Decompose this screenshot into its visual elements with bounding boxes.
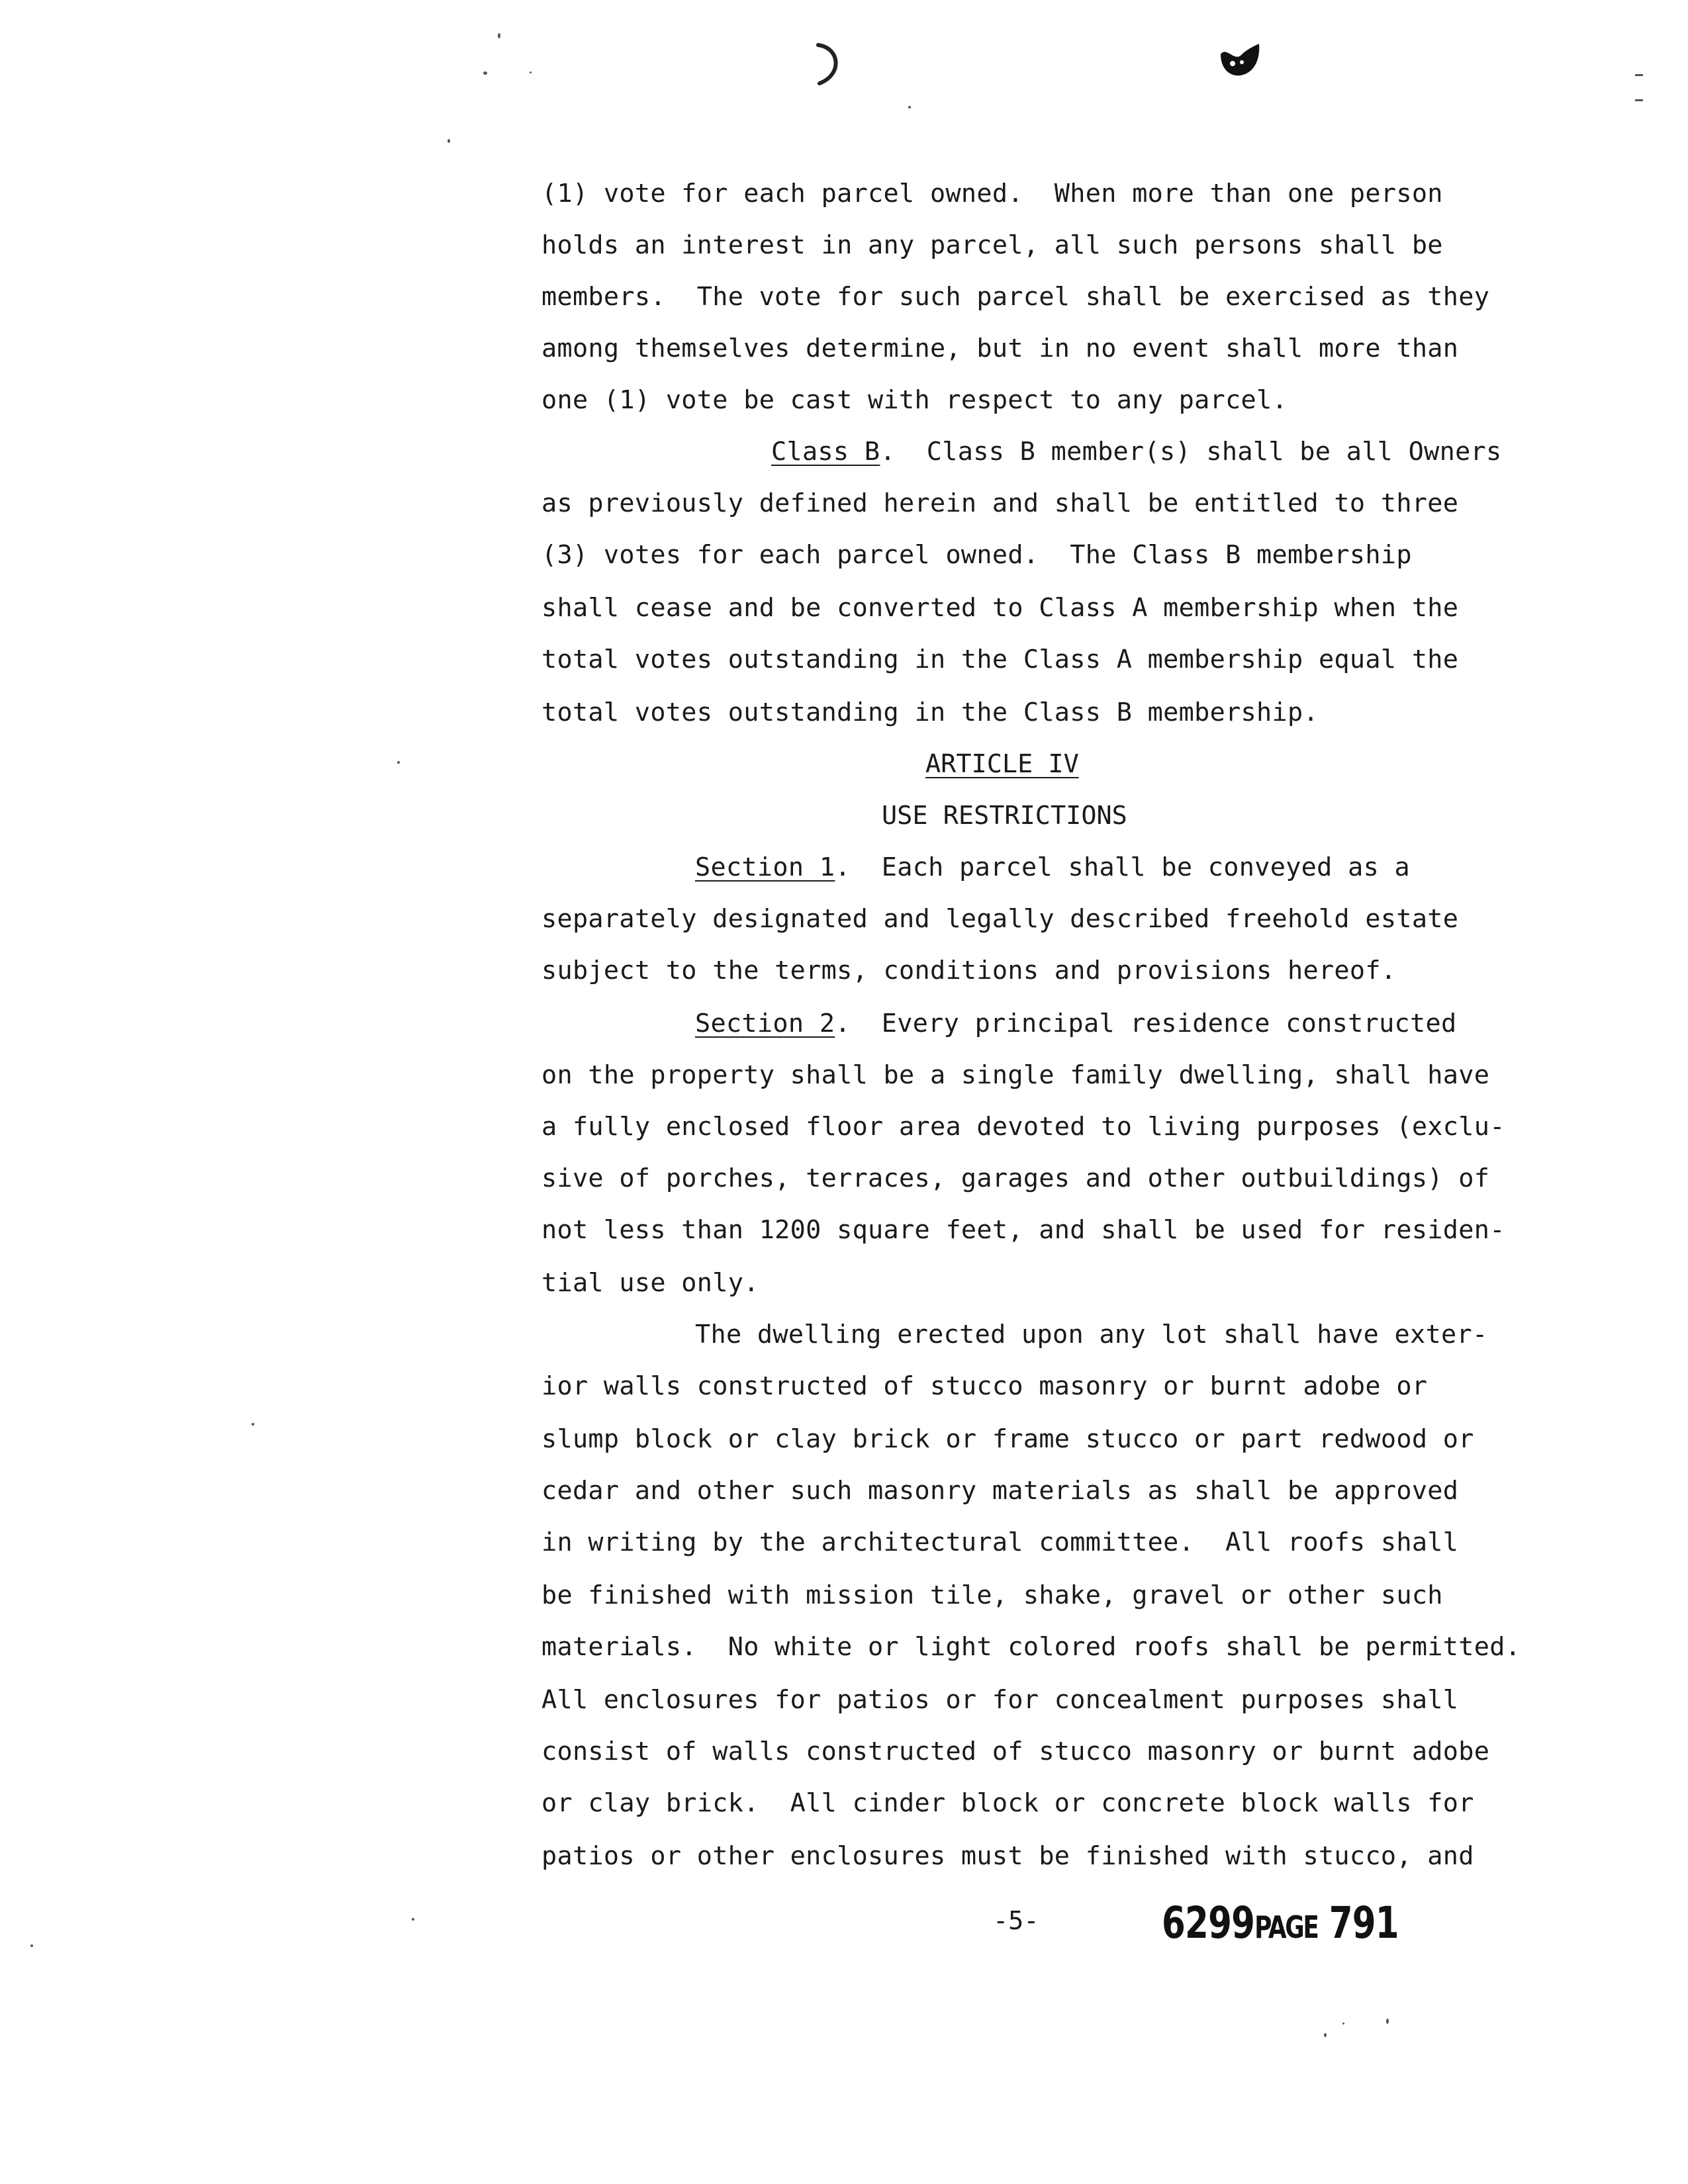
body-line: shall cease and be converted to Class A membership when the (541, 593, 1459, 623)
scan-speck (1324, 2033, 1327, 2037)
body-line: patios or other enclosures must be finished with stucco, and (541, 1841, 1474, 1871)
article-number: ARTICLE IV (925, 749, 1079, 779)
scan-speck (530, 71, 532, 73)
book-number: 6299 (1162, 1897, 1255, 1948)
body-line: consist of walls constructed of stucco masonry or burnt adobe (541, 1737, 1490, 1766)
page-number: -5- (993, 1906, 1039, 1936)
article-title: USE RESTRICTIONS (882, 801, 1127, 831)
scan-speck (1635, 74, 1643, 76)
body-line: holds an interest in any parcel, all such persons shall be (541, 230, 1443, 260)
body-line: tial use only. (541, 1268, 759, 1298)
punch-hole-mark (813, 41, 846, 87)
body-line: subject to the terms, conditions and provisions hereof. (541, 956, 1397, 985)
scan-speck (1342, 2023, 1344, 2025)
body-line: in writing by the architectural committee. All roofs shall (541, 1527, 1459, 1557)
body-line: slump block or clay brick or frame stucco or part redwood or (541, 1424, 1474, 1454)
scan-speck (30, 1944, 33, 1947)
body-line: not less than 1200 square feet, and shall be used for residen- (541, 1215, 1505, 1245)
scan-speck (908, 106, 911, 109)
scan-speck (1386, 2019, 1389, 2024)
scan-speck (483, 71, 487, 75)
body-line: ior walls constructed of stucco masonry or burnt adobe or (541, 1371, 1428, 1401)
class-b-heading: Class B (771, 437, 880, 467)
body-line: or clay brick. All cinder block or concrete block walls for (541, 1788, 1474, 1818)
class-b-heading-text: . Class B member(s) shall be all Owners (880, 437, 1502, 467)
body-line: a fully enclosed floor area devoted to living purposes (exclu- (541, 1112, 1505, 1142)
body-line: materials. No white or light colored roofs shall be permitted. (541, 1632, 1521, 1662)
body-line: as previously defined herein and shall be entitled to three (541, 488, 1459, 518)
section-2-heading-text: . Every principal residence constructed (835, 1009, 1457, 1038)
body-line: The dwelling erected upon any lot shall have exter- (695, 1320, 1488, 1349)
body-line: (3) votes for each parcel owned. The Class B membership (541, 540, 1412, 570)
body-line: cedar and other such masonry materials as shall be approved (541, 1476, 1459, 1506)
body-line: sive of porches, terraces, garages and other outbuildings) of (541, 1163, 1490, 1193)
scan-speck (252, 1423, 254, 1426)
section-1-heading: Section 1 (695, 852, 835, 882)
page-reference: 791 (1329, 1897, 1399, 1948)
section-2-heading-line (695, 1009, 1456, 1039)
body-line: (1) vote for each parcel owned. When more than one person (541, 179, 1443, 208)
body-line: total votes outstanding in the Class B membership. (541, 698, 1319, 727)
body-line: All enclosures for patios or for concealment purposes shall (541, 1685, 1459, 1715)
section-1-heading-line (695, 852, 1410, 883)
body-line: total votes outstanding in the Class A membership equal the (541, 645, 1459, 674)
scan-speck (447, 139, 450, 143)
section-2-heading: Section 2 (695, 1009, 835, 1038)
body-line: one (1) vote be cast with respect to any parcel. (541, 385, 1288, 415)
section-1-heading-text: . Each parcel shall be conveyed as a (835, 852, 1411, 882)
body-line: on the property shall be a single family dwelling, shall have (541, 1060, 1490, 1090)
body-line: separately designated and legally described freehold estate (541, 904, 1459, 934)
seal-fragment-mark (1217, 41, 1263, 81)
scan-speck (412, 1918, 414, 1921)
body-line: among themselves determine, but in no event shall more than (541, 334, 1459, 363)
scan-speck (498, 33, 500, 38)
class-b-heading-line (771, 437, 1502, 467)
scan-speck (1635, 99, 1643, 101)
scan-speck (397, 761, 400, 764)
page-word: PAGE (1254, 1909, 1318, 1945)
body-line: members. The vote for such parcel shall be exercised as they (541, 282, 1490, 312)
body-line: be finished with mission tile, shake, gravel or other such (541, 1580, 1443, 1610)
book-page-stamp (1162, 1898, 1399, 1952)
